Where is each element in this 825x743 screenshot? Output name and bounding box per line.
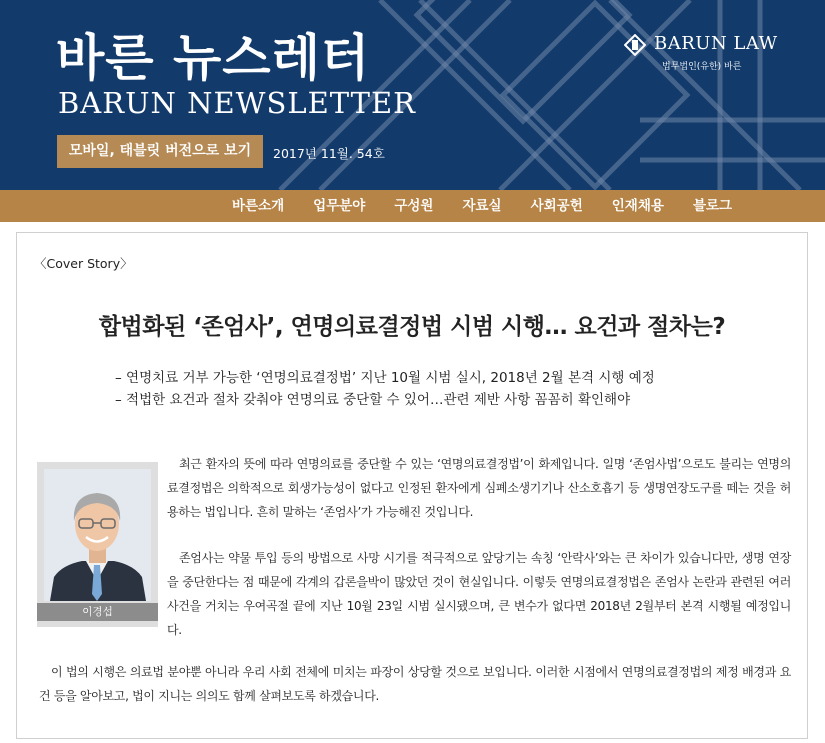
author-name: 이경섭: [37, 603, 158, 621]
subhead-line: – 적법한 요건과 절차 갖춰야 연명의료 중단할 수 있어…관련 제반 사항 꼼꼼히 확인해야: [115, 392, 631, 408]
section-label: 〈Cover Story〉: [34, 256, 133, 271]
article-paragraph: [167, 452, 791, 524]
issue-info: 2017년 11월. 54호: [273, 146, 385, 161]
nav-item-resources[interactable]: 자료실: [462, 198, 502, 214]
nav-item-blog[interactable]: 블로그: [692, 198, 733, 214]
article-container: [16, 232, 808, 739]
nav-item-social-contribution[interactable]: 사회공헌: [530, 198, 583, 214]
nav-item-members[interactable]: 구성원: [394, 198, 434, 214]
nav-item-careers[interactable]: 인재채용: [611, 198, 664, 214]
article-headline: 합법화된 ‘존엄사’, 연명의료결정법 시범 시행… 요건과 절차는?: [98, 314, 726, 340]
newsletter-title-english: BARUN NEWSLETTER: [58, 86, 416, 120]
mobile-version-button[interactable]: 모바일, 태블릿 버전으로 보기: [57, 135, 263, 168]
article-paragraph: [39, 660, 791, 708]
author-photo: [44, 469, 151, 601]
barun-logo-icon: [624, 34, 646, 56]
main-nav: [0, 190, 825, 222]
header-banner: [0, 0, 825, 190]
paragraph-text: 최근 환자의 뜻에 따라 연명의료를 중단할 수 있는 ‘연명의료결정법’이 화제입니다. 일명 ‘존엄사법’으로도 불리는 연명의료결정법은 의학적으로 회생가능성이 없다고 인정된 환자에게 심폐소생기기나 산소호흡기 등 생명연장도구를 떼는 것을 허용하는 법입니다. 흔히 말하는 ‘존엄사’가 가능해진 것입니다.: [167, 457, 791, 519]
author-portrait-icon: [44, 469, 151, 601]
newsletter-title-korean: 바른 뉴스레터: [56, 29, 371, 87]
paragraph-text: 존엄사는 약물 투입 등의 방법으로 사망 시기를 적극적으로 앞당기는 속칭 ‘안락사’와는 큰 차이가 있습니다만, 생명 연장을 중단한다는 점 때문에 각계의 갑론을박이 많았던 것이 현실입니다. 이렇듯 연명의료결정법은 존엄사 논란과 관련된 여러 사건을 거치는 우여곡절 끝에 지난 10월 23일 시범 실시됐으며, 큰 변수가 없다면 2018년 2월부터 본격 시행될 예정입니다.: [167, 551, 791, 637]
paragraph-text: 이 법의 시행은 의료법 분야뿐 아니라 우리 사회 전체에 미치는 파장이 상당할 것으로 보입니다. 이러한 시점에서 연명의료결정법의 제정 배경과 요건 등을 알아보고, 법이 지니는 의의도 함께 살펴보도록 하겠습니다.: [39, 665, 791, 703]
article-paragraph: [167, 546, 791, 642]
logo-name: BARUN LAW: [654, 33, 778, 54]
author-photo-card: [37, 462, 158, 627]
nav-item-practice-areas[interactable]: 업무분야: [313, 198, 366, 214]
nav-item-about[interactable]: 바른소개: [232, 198, 285, 214]
article-subheads: [115, 367, 655, 411]
logo-subtitle: 법무법인(유한) 바른: [662, 62, 742, 72]
subhead-line: – 연명치료 거부 가능한 ‘연명의료결정법’ 지난 10월 시범 실시, 2018년 2월 본격 시행 예정: [115, 370, 655, 386]
